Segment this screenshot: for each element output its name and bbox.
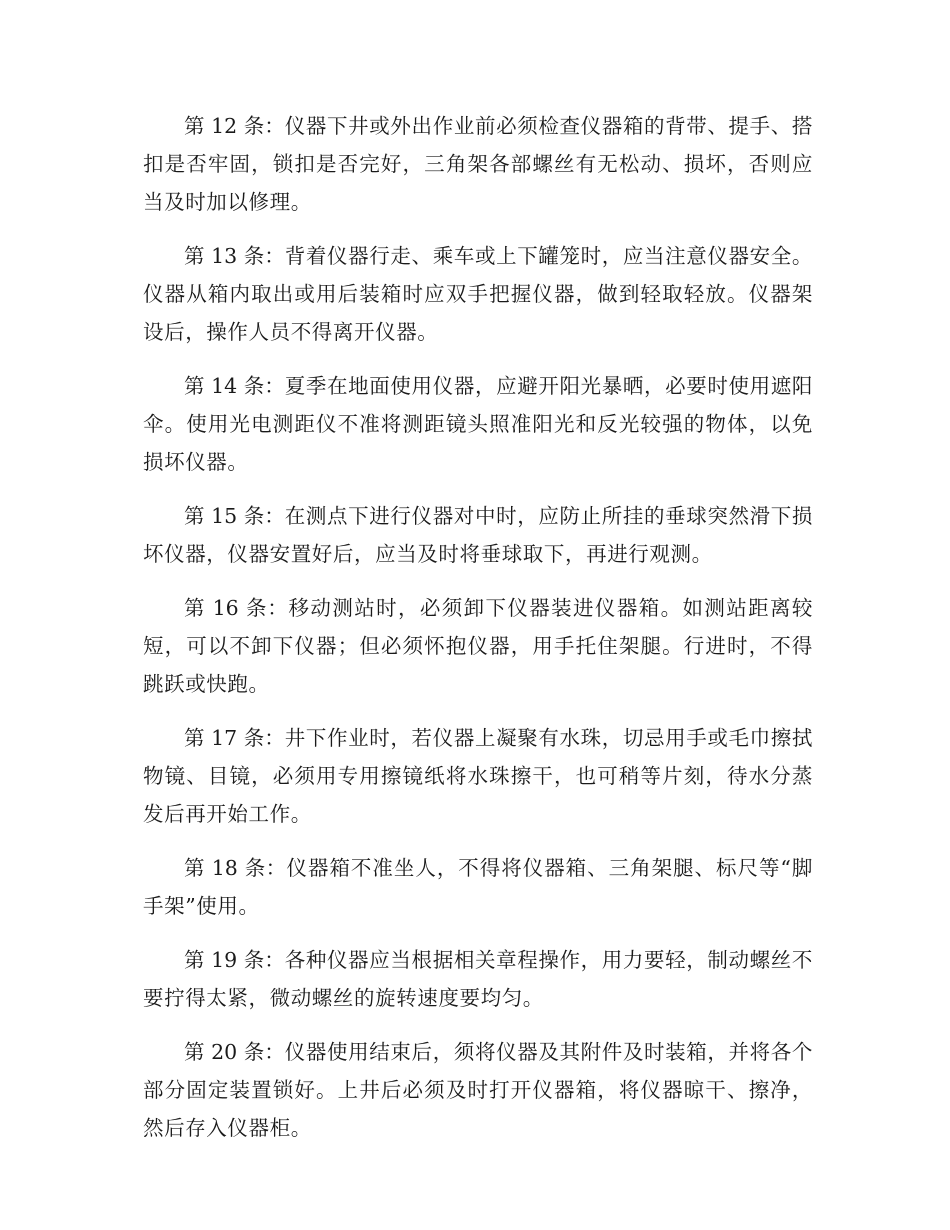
article-label: 第 14 条： (184, 374, 285, 398)
article-text: 在测点下进行仪器对中时，应防止所挂的垂球突然滑下损坏仪器，仪器安置好后，应当及时将垂球取下，再进行观测。 (143, 504, 814, 566)
article-text: 背着仪器行走、乘车或上下罐笼时，应当注意仪器安全。仪器从箱内取出或用后装箱时应双手把握仪器，做到轻取轻放。仪器架设后，操作人员不得离开仪器。 (143, 244, 814, 344)
article-label: 第 13 条： (184, 244, 285, 268)
article-label: 第 15 条： (184, 504, 285, 528)
article-20 (143, 1033, 813, 1147)
article-19 (143, 941, 813, 1017)
article-16 (143, 589, 813, 703)
article-17 (143, 719, 813, 833)
article-label: 第 19 条： (184, 948, 285, 972)
article-12 (143, 107, 813, 221)
document-body (143, 107, 813, 1163)
article-15 (143, 497, 813, 573)
article-label: 第 17 条： (184, 726, 285, 750)
article-text: 仪器箱不准坐人，不得将仪器箱、三角架腿、标尺等“脚手架”使用。 (143, 856, 813, 918)
article-label: 第 20 条： (184, 1040, 285, 1064)
article-text: 各种仪器应当根据相关章程操作，用力要轻，制动螺丝不要拧得太紧，微动螺丝的旋转速度要均匀。 (143, 948, 814, 1010)
article-text: 井下作业时，若仪器上凝聚有水珠，切忌用手或毛巾擦拭物镜、目镜，必须用专用擦镜纸将水珠擦干，也可稍等片刻，待水分蒸发后再开始工作。 (143, 726, 814, 826)
article-18 (143, 849, 813, 925)
article-14 (143, 367, 813, 481)
article-13 (143, 237, 813, 351)
article-text: 夏季在地面使用仪器，应避开阳光暴晒，必要时使用遮阳伞。使用光电测距仪不准将测距镜头照准阳光和反光较强的物体，以免损坏仪器。 (143, 374, 814, 474)
article-text: 移动测站时，必须卸下仪器装进仪器箱。如测站距离较短，可以不卸下仪器；但必须怀抱仪器，用手托住架腿。行进时，不得跳跃或快跑。 (143, 596, 813, 696)
article-label: 第 12 条： (184, 114, 285, 138)
article-text: 仪器使用结束后，须将仪器及其附件及时装箱，并将各个部分固定装置锁好。上井后必须及时打开仪器箱，将仪器晾干、擦净，然后存入仪器柜。 (143, 1040, 814, 1140)
article-label: 第 16 条： (184, 596, 289, 620)
article-label: 第 18 条： (184, 856, 287, 880)
article-text: 仪器下井或外出作业前必须检查仪器箱的背带、提手、搭扣是否牢固，锁扣是否完好，三角架各部螺丝有无松动、损坏，否则应当及时加以修理。 (143, 114, 814, 214)
